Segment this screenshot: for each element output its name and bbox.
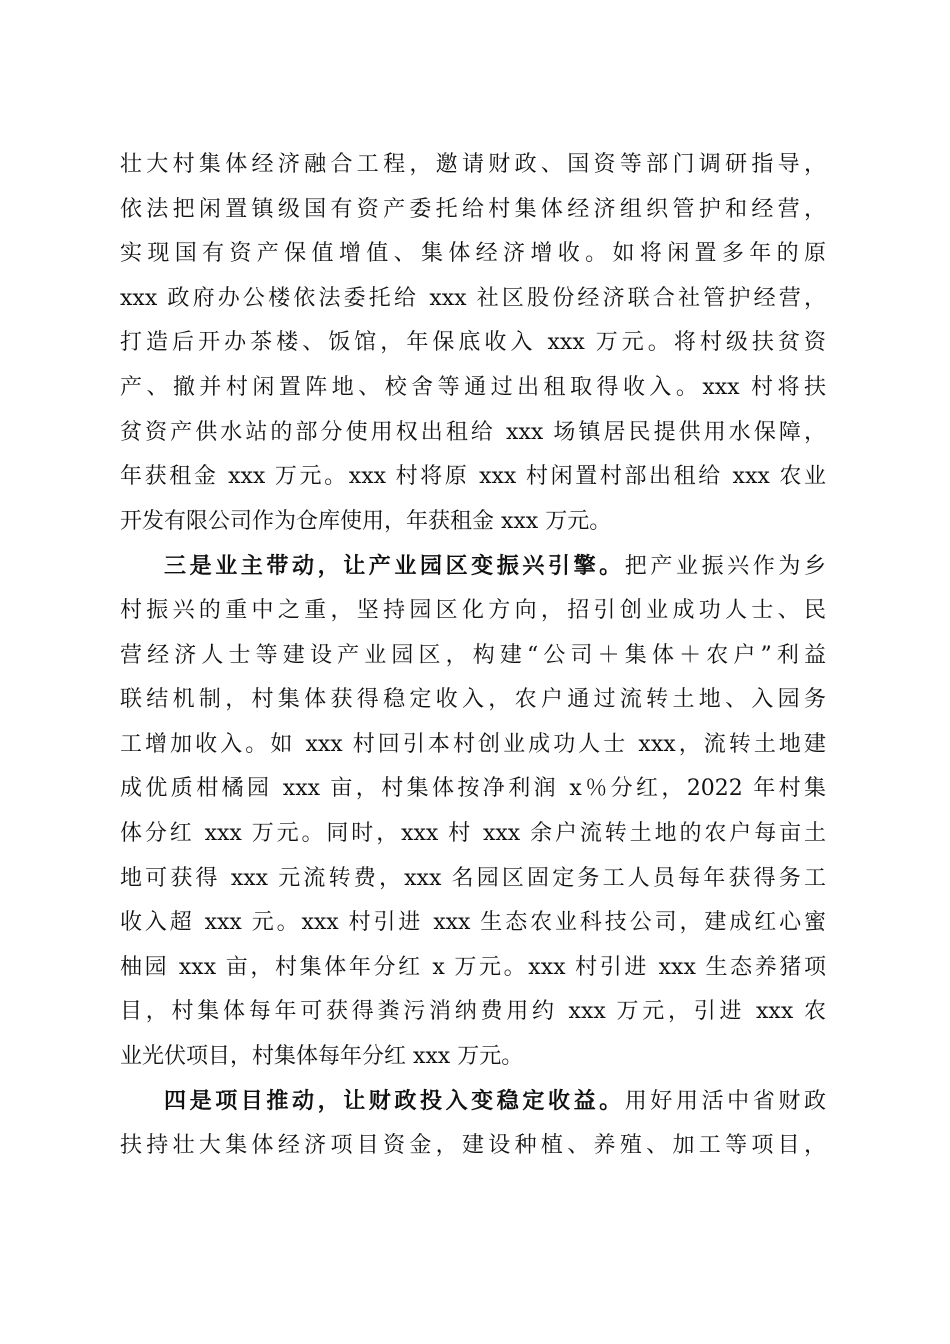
paragraph-1-line-6: 产、撤并村闲置阵地、校舍等通过出租取得收入。xxx 村将扶	[120, 374, 826, 400]
paragraph-3-line-2: 扶持壮大集体经济项目资金，建设种植、养殖、加工等项目，	[120, 1133, 826, 1159]
paragraph-3-first-line	[120, 1079, 826, 1124]
paragraph-2-line-11: 目，村集体每年可获得粪污消纳费用约 xxx 万元，引进 xxx 农	[120, 999, 826, 1025]
paragraph-1-line-8: 年获租金 xxx 万元。xxx 村将原 xxx 村闲置村部出租给 xxx 农业	[120, 464, 826, 490]
paragraph-2-line-3: 营经济人士等建设产业园区，构建“公司＋集体＋农户”利益	[120, 642, 826, 668]
paragraph-1-line-1: 壮大村集体经济融合工程，邀请财政、国资等部门调研指导，	[120, 152, 826, 177]
paragraph-1-line-4: xxx 政府办公楼依法委托给 xxx 社区股份经济联合社管护经营，	[120, 285, 826, 311]
paragraph-2-line-6: 成优质柑橘园 xxx 亩，村集体按净利润 x％分红，2022 年村集	[120, 776, 826, 802]
paragraph-1-line-3: 实现国有资产保值增值、集体经济增收。如将闲置多年的原	[120, 241, 826, 267]
paragraph-1-line-5: 打造后开办茶楼、饭馆，年保底收入 xxx 万元。将村级扶贫资	[120, 330, 826, 356]
paragraph-2-first-text: 把产业振兴作为乡	[624, 554, 826, 580]
paragraph-1-line-2: 依法把闲置镇级国有资产委托给村集体经济组织管护和经营，	[120, 196, 826, 222]
paragraph-2-line-5: 工增加收入。如 xxx 村回引本村创业成功人士 xxx，流转土地建	[120, 731, 826, 757]
paragraph-3-first-text: 用好用活中省财政	[624, 1089, 826, 1115]
document-body	[120, 143, 826, 1169]
paragraph-2-line-7: 体分红 xxx 万元。同时，xxx 村 xxx 余户流转土地的农户每亩土	[120, 820, 826, 846]
paragraph-2-first-line	[120, 544, 826, 589]
paragraph-2-line-8: 地可获得 xxx 元流转费，xxx 名园区固定务工人员每年获得务工	[120, 865, 826, 891]
paragraph-2-heading: 三是业主带动，让产业园区变振兴引擎。	[164, 553, 625, 580]
paragraph-2-line-2: 村振兴的重中之重，坚持园区化方向，招引创业成功人士、民	[120, 597, 826, 623]
paragraph-2-line-9: 收入超 xxx 元。xxx 村引进 xxx 生态农业科技公司，建成红心蜜	[120, 910, 826, 936]
paragraph-1-line-9: 开发有限公司作为仓库使用，年获租金 xxx 万元。	[120, 508, 612, 534]
paragraph-2-line-12: 业光伏项目，村集体每年分红 xxx 万元。	[120, 1043, 524, 1069]
paragraph-2-line-4: 联结机制，村集体获得稳定收入，农户通过流转土地、入园务	[120, 687, 826, 713]
paragraph-1-line-7: 贫资产供水站的部分使用权出租给 xxx 场镇居民提供用水保障，	[120, 419, 826, 445]
paragraph-3-heading: 四是项目推动，让财政投入变稳定收益。	[164, 1088, 625, 1115]
paragraph-2-line-10: 柚园 xxx 亩，村集体年分红 x 万元。xxx 村引进 xxx 生态养猪项	[120, 954, 826, 980]
